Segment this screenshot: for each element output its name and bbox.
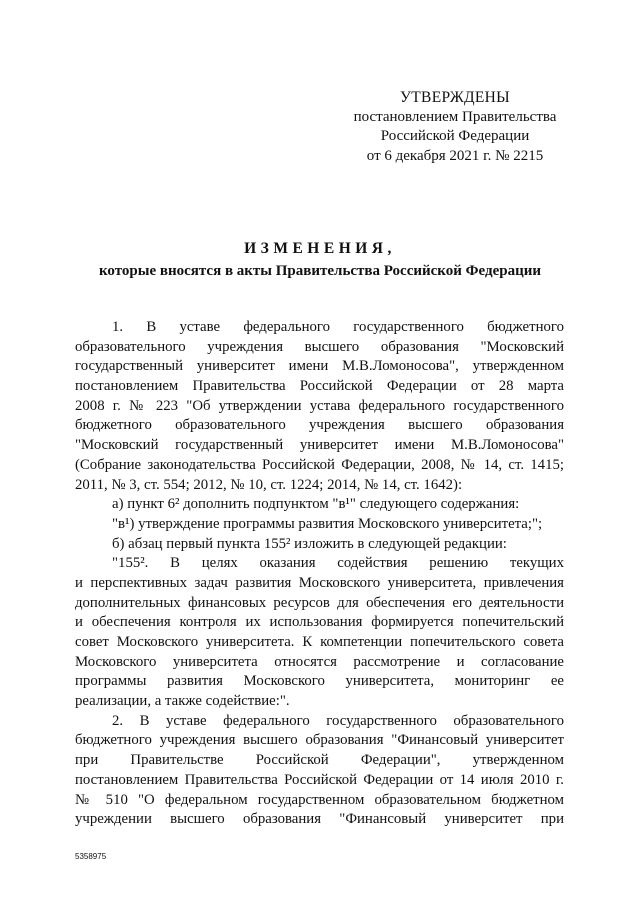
body-line: (Собрание законодательства Российской Федерации, 2008, № 14, ст. 1415; xyxy=(75,456,564,473)
body-line: Московского университета относятся рассмотрение и согласование xyxy=(75,653,564,670)
approval-block xyxy=(330,88,580,166)
body-line: дополнительных финансовых ресурсов для обеспечения его деятельности xyxy=(75,594,564,611)
body-line: "в¹) утверждение программы развития Московского университета;"; xyxy=(112,515,543,532)
body-line: № 510 "О федеральном государственном образовательном бюджетном xyxy=(75,791,564,808)
body-line: программы развития Московского университета, мониторинг ее xyxy=(75,673,564,690)
body-line: постановлением Правительства Российской Федерации от 14 июля 2010 г. xyxy=(75,771,564,788)
body-line: "155². В целях оказания содействия решению текущих xyxy=(112,555,564,572)
body-line: 2008 г. № 223 "Об утверждении устава федерального государственного xyxy=(75,397,564,414)
body-line: постановлением Правительства Российской Федерации от 28 марта xyxy=(75,378,564,395)
footer-code: 5358975 xyxy=(75,852,107,861)
approval-heading: УТВЕРЖДЕНЫ xyxy=(400,89,510,106)
body-line: реализации, а также содействие:". xyxy=(75,693,290,710)
document-subtitle: которые вносятся в акты Правительства Российской Федерации xyxy=(98,263,542,279)
body-line: 2. В уставе федерального государственного образовательного xyxy=(112,712,564,729)
body-line: совет Московского университета. К компетенции попечительского совета xyxy=(75,634,564,650)
body-line: и обеспечения контроля их использования формируется попечительский xyxy=(75,614,564,631)
body-line: а) пункт 6² дополнить подпунктом "в¹" следующего содержания: xyxy=(112,496,520,513)
approval-line: от 6 декабря 2021 г. № 2215 xyxy=(366,147,544,164)
body-line: "Московский государственный университет имени М.В.Ломоносова" xyxy=(75,437,564,454)
body-line: б) абзац первый пункта 155² изложить в следующей редакции: xyxy=(112,535,507,552)
body-line: государственный университет имени М.В.Ломоносова", утвержденном xyxy=(75,358,564,375)
body-line: 1. В уставе федерального государственного бюджетного xyxy=(112,319,564,335)
document-body xyxy=(75,318,564,830)
body-line: образовательного учреждения высшего образования "Московский xyxy=(75,338,564,355)
body-line: и перспективных задач развития Московского университета, привлечения xyxy=(75,574,564,591)
body-line: бюджетного учреждения высшего образования "Финансовый университет xyxy=(75,732,564,749)
body-line: бюджетного образовательного учреждения высшего образования xyxy=(75,417,564,434)
document-title: ИЗМЕНЕНИЯ, xyxy=(244,240,396,257)
body-line: 2011, № 3, ст. 554; 2012, № 10, ст. 1224; 2014, № 14, ст. 1642): xyxy=(75,476,463,493)
body-line: учреждении высшего образования "Финансовый университет при xyxy=(75,811,564,828)
approval-line: постановлением Правительства xyxy=(353,108,557,125)
body-line: при Правительстве Российской Федерации", утвержденном xyxy=(75,752,564,769)
approval-line: Российской Федерации xyxy=(380,128,530,144)
